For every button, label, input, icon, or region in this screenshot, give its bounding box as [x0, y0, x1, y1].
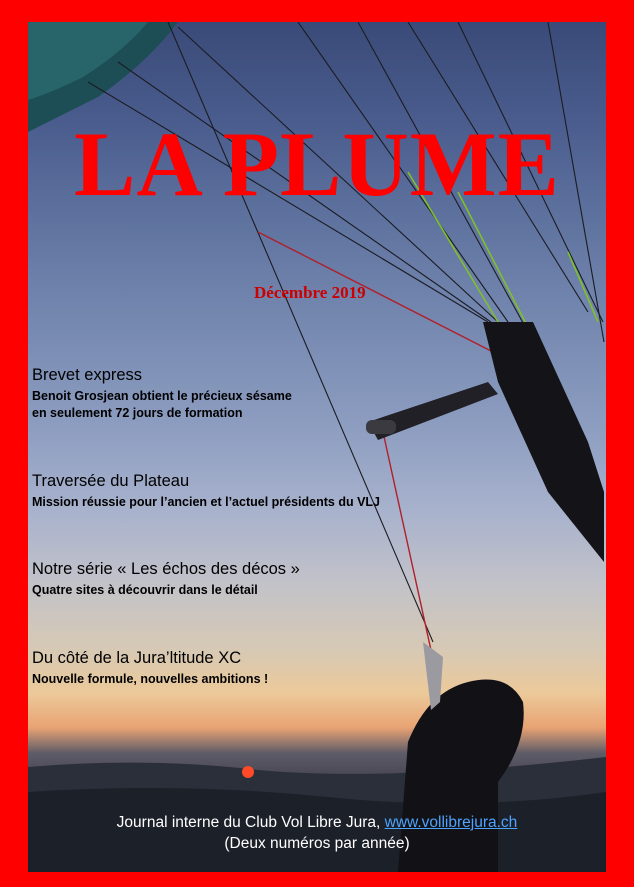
article-title: Notre série « Les échos des décos » — [32, 560, 300, 578]
article-teaser — [32, 366, 292, 422]
riser-webbing — [483, 322, 604, 562]
article-description-line: Benoit Grosjean obtient le précieux sésame — [32, 388, 292, 403]
article-description-line: en seulement 72 jours de formation — [32, 405, 243, 420]
article-description: Nouvelle formule, nouvelles ambitions ! — [32, 671, 269, 686]
article-teaser — [32, 472, 380, 511]
brake-swivel — [366, 420, 396, 434]
magazine-title: LA PLUME — [74, 113, 560, 215]
article-title: Brevet express — [32, 366, 143, 384]
setting-sun — [242, 766, 254, 778]
article-title: Traversée du Plateau — [32, 472, 190, 490]
issue-date: Décembre 2019 — [254, 283, 366, 302]
footer-club-text: Journal interne du Club Vol Libre Jura, — [116, 814, 385, 831]
club-website-link[interactable]: www.vollibrejura.ch — [384, 814, 518, 831]
article-description — [32, 388, 292, 422]
article-teaser — [32, 560, 300, 599]
brake-toggle — [423, 642, 443, 710]
article-description: Mission réussie pour l’ancien et l’actuel présidents du VLJ — [32, 494, 381, 509]
article-title: Du côté de la Jura’ltitude XC — [32, 649, 242, 667]
footer-line-1 — [0, 813, 634, 834]
footer-frequency: (Deux numéros par année) — [224, 834, 410, 852]
article-teaser — [32, 649, 268, 688]
article-description: Quatre sites à découvrir dans le détail — [32, 582, 258, 597]
cover-footer — [0, 813, 634, 855]
